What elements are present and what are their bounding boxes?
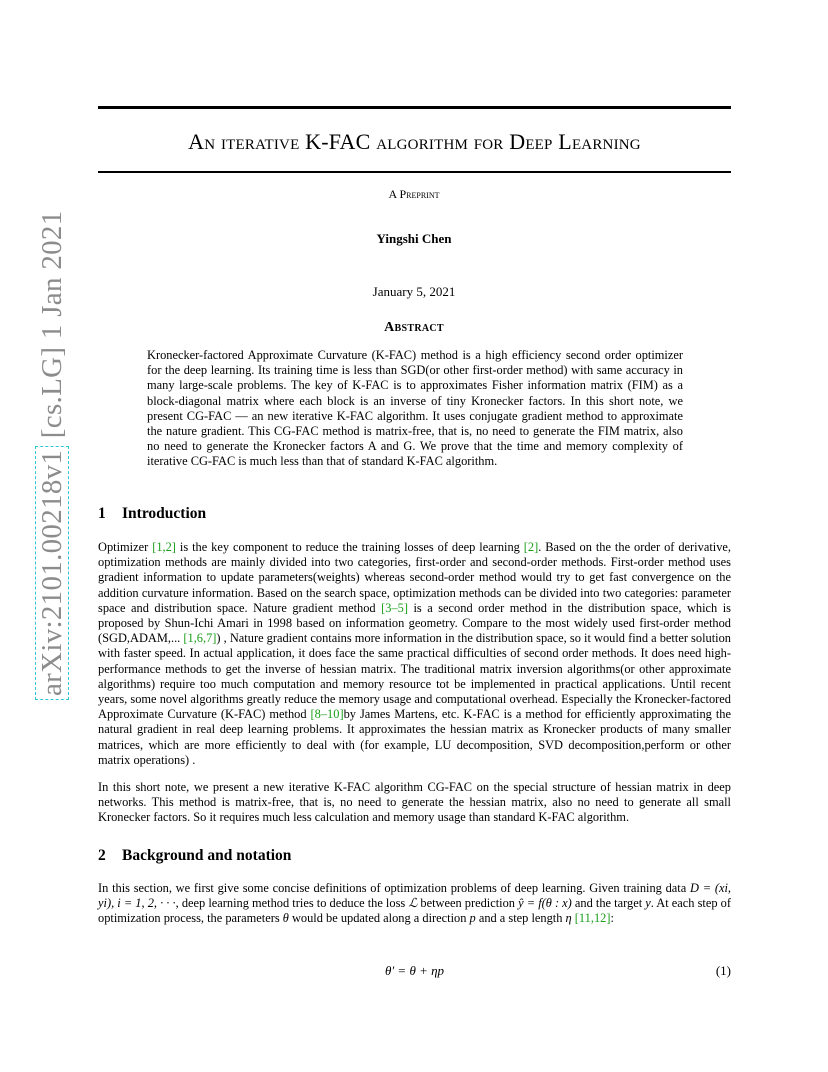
citation-link[interactable]: [3–5] — [381, 600, 408, 615]
citation-link[interactable]: [8–10] — [310, 707, 344, 722]
citation-link[interactable]: [1,2] — [152, 540, 176, 554]
intro-paragraph-1: Optimizer [1,2] is the key component to reduce the training losses of deep learning [2]. Based on the the order of derivative, optimization methods are mainly divided into two categories, first-order and second-order methods. First-order method uses gradient information to update parameters(weights) whereas second-order method would try to get fast convergence on the addition curvature information. Based on the search space, optimization methods can be divided into two categories: parameter space and distribution space. Nature gradient method [3–5] is a second order method in the distribution space, which is proposed by Shun-Ichi Amari in 1998 based on information geometry. Compare to the most widely used first-order method (SGD,ADAM,... [1,6,7]) , Nature gradient contains more information in the distribution space, so it would find a better solution with faster speed. In actual application, it does face the same practical difficulties of second order methods. It does need high-performance methods to get the inverse of hessian matrix. The traditional matrix inversion algorithms(or other approximate algorithms) require too much computation and memory resource tot be implemented in practical applications. Until recent years, some novel algorithms greatly reduce the memory usage and computational overhead. Especially the Kronecker-factored Approximate Curvature (K-FAC) method [8–10]by James Martens, etc. K-FAC is a method for efficiently approximating the natural gradient in real deep learning problems. It approximates the hessian matrix as Kronecker products of many smaller matrices, which are more efficiently to deal with (for example, LU decomposition, SVD decomposition,perform or other matrix operations) . — [98, 540, 731, 767]
arxiv-category: [cs.LG] — [36, 346, 68, 439]
background-paragraph: In this section, we first give some concise definitions of optimization problems of deep learning. Given training data D = (xi, yi), i = 1, 2, · · ·, deep learning method tries to deduce the loss ℒ between prediction ŷ = f(θ : x) and the target y. At each step of optimization process, the parameters θ would be updated along a direction p and a step length η [11,12]: — [98, 881, 732, 926]
section-heading-background: 2 Background and notation — [98, 847, 292, 864]
title-rule-bottom — [98, 171, 731, 173]
abstract-heading: Abstract — [384, 320, 444, 335]
citation-link[interactable]: [11,12] — [574, 911, 611, 926]
preprint-label: A Preprint — [388, 187, 440, 201]
paper-title: An iterative K-FAC algorithm for Deep Learning — [188, 129, 641, 154]
equation-1 — [98, 963, 731, 981]
section-heading-introduction: 1 Introduction — [98, 505, 207, 522]
equation-number: (1) — [715, 963, 731, 978]
arxiv-date: 1 Jan 2021 — [36, 210, 68, 340]
intro-paragraph-2: In this short note, we present a new iterative K-FAC algorithm CG-FAC on the special structure of hessian matrix in deep networks. This method is matrix-free, that is, no need to generate the hessian matrix, also no need to generate all small Kronecker factors. So it requires much less calculation and memory usage than standard K-FAC algorithm. — [98, 780, 731, 825]
citation-link[interactable]: [1,6,7] — [183, 631, 217, 646]
author-name: Yingshi Chen — [376, 231, 452, 246]
equation-body: θ′ = θ + ηp — [384, 963, 445, 978]
paper-date: January 5, 2021 — [372, 284, 456, 299]
arxiv-id[interactable]: arXiv:2101.00218v1 — [35, 446, 69, 700]
citation-link[interactable]: [2] — [523, 540, 539, 554]
title-rule-top — [98, 106, 731, 109]
abstract-text: Kronecker-factored Approximate Curvature (K-FAC) method is a high efficiency second order optimizer for the deep learning. Its training time is less than SGD(or other first-order method) with same accuracy in many large-scale problems. The key of K-FAC is to approximates Fisher information matrix (FIM) as a block-diagonal matrix where each block is an inverse of tiny Kronecker factors. In this short note, we present CG-FAC — an new iterative K-FAC algorithm. It uses conjugate gradient method to approximate the nature gradient. This CG-FAC method is matrix-free, that is, no need to generate the FIM matrix, also no need to generate the Kronecker factors A and G. We prove that the time and memory complexity of iterative CG-FAC is much less than that of standard K-FAC algorithm. — [147, 348, 683, 469]
